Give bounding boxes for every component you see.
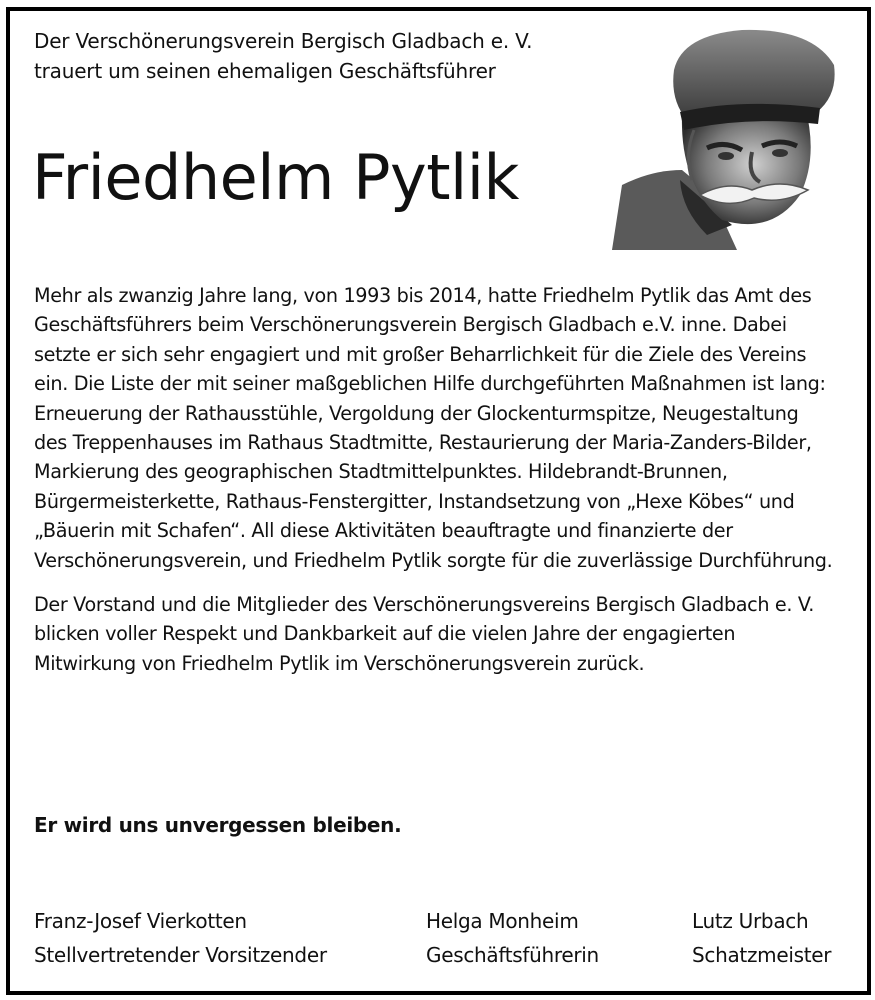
- signatory-role: Geschäftsführerin: [426, 943, 599, 967]
- signatory-role: Stellvertretender Vorsitzender: [34, 943, 327, 967]
- intro-line: Der Verschönerungsverein Bergisch Gladbach e. V.: [34, 29, 533, 53]
- signatory: [34, 904, 327, 972]
- signatory-role: Schatzmeister: [692, 943, 832, 967]
- signatory-name: Franz-Josef Vierkotten: [34, 909, 247, 933]
- paragraph: Mehr als zwanzig Jahre lang, von 1993 bis 2014, hatte Friedhelm Pytlik das Amt des Geschäftsführers beim Verschönerungsverein Bergisch Gladbach e.V. inne. Dabei setzte er sich sehr engagiert und mit großer Beharrlichkeit für die Ziele des Vereins ein. Die Liste der mit seiner maßgeblichen Hilfe durchgeführten Maßnahmen ist lang: Erneuerung der Rathausstühle, Vergoldung der Glockenturmspitze, Neugestaltung des Treppenhauses im Rathaus Stadtmitte, Restaurierung der Maria-Zanders-Bilder, Markierung des geographischen Stadtmittelpunktes. Hildebrandt-Brunnen, Bürgermeisterkette, Rathaus-Fenstergitter, Instandsetzung von „Hexe Köbes“ und „Bäuerin mit Schafen“. All diese Aktivitäten beauftragte und finanzierte der Verschönerungsverein, und Friedhelm Pytlik sorgte für die zuverlässige Durchführung.: [34, 284, 833, 572]
- intro-line: trauert um seinen ehemaligen Geschäftsführer: [34, 59, 496, 83]
- deceased-name: Friedhelm Pytlik: [32, 141, 519, 214]
- signatory: [692, 904, 831, 972]
- bronze-statue-portrait-icon: [612, 20, 842, 250]
- closing-statement: Er wird uns unvergessen bleiben.: [34, 813, 402, 837]
- signatory-name: Lutz Urbach: [692, 909, 809, 933]
- signatory-name: Helga Monheim: [426, 909, 579, 933]
- obituary-body: [34, 281, 834, 678]
- signatory: [426, 904, 599, 972]
- intro-text: [34, 26, 532, 86]
- paragraph: Der Vorstand und die Mitglieder des Verschönerungsvereins Bergisch Gladbach e. V. blicken voller Respekt und Dankbarkeit auf die vielen Jahre der engagierten Mitwirkung von Friedhelm Pytlik im Verschönerungsverein zurück.: [34, 593, 814, 675]
